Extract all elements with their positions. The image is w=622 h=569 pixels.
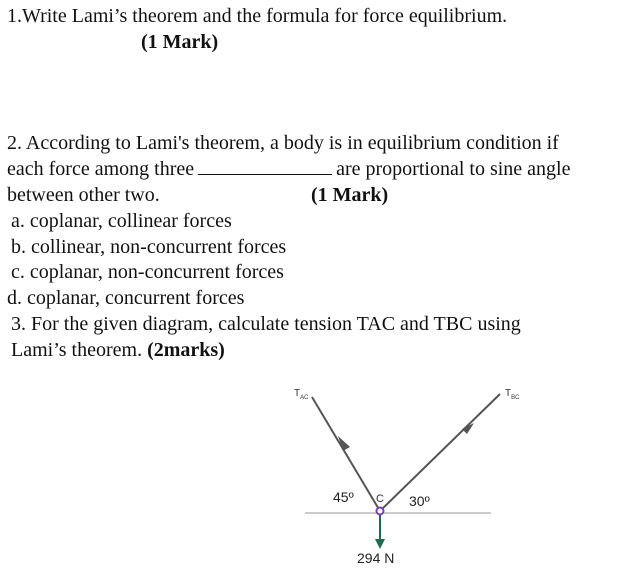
option-c: c. coplanar, non-concurrent forces (11, 261, 284, 283)
question-2-marks: (1 Mark) (311, 184, 389, 206)
option-b: b. collinear, non-concurrent forces (11, 236, 287, 258)
question-1-text: 1.Write Lami’s theorem and the formula for force equilibrium. (7, 5, 508, 27)
question-2-line-3: between other two. (7, 184, 160, 206)
weight-arrow-head (375, 539, 385, 549)
question-3-line-1: 3. For the given diagram, calculate tension TAC and TBC using (11, 313, 521, 335)
angle-right-label: 30º (409, 493, 430, 509)
question-2-line-2-end: are proportional to sine angle (336, 158, 571, 180)
question-2-line-1: 2. According to Lami's theorem, a body is in equilibrium condition if (7, 132, 559, 154)
weight-label: 294 N (357, 550, 395, 566)
option-d: d. coplanar, concurrent forces (7, 287, 245, 309)
question-3-line-2-text: Lami’s theorem. (11, 339, 143, 361)
node-c (377, 508, 384, 515)
question-2-line-2-start: each force among three (7, 158, 195, 180)
question-3-marks: (2marks) (147, 339, 225, 361)
label-tac: $T_{AC}$ (294, 388, 309, 401)
angle-left-label: 45º (333, 489, 354, 505)
label-tbc: $T_{BC}$ (505, 388, 520, 401)
question-1-marks: (1 Mark) (141, 31, 219, 53)
rope-bc (380, 394, 500, 511)
option-a: a. coplanar, collinear forces (11, 210, 232, 232)
point-c-label: C (376, 493, 384, 505)
